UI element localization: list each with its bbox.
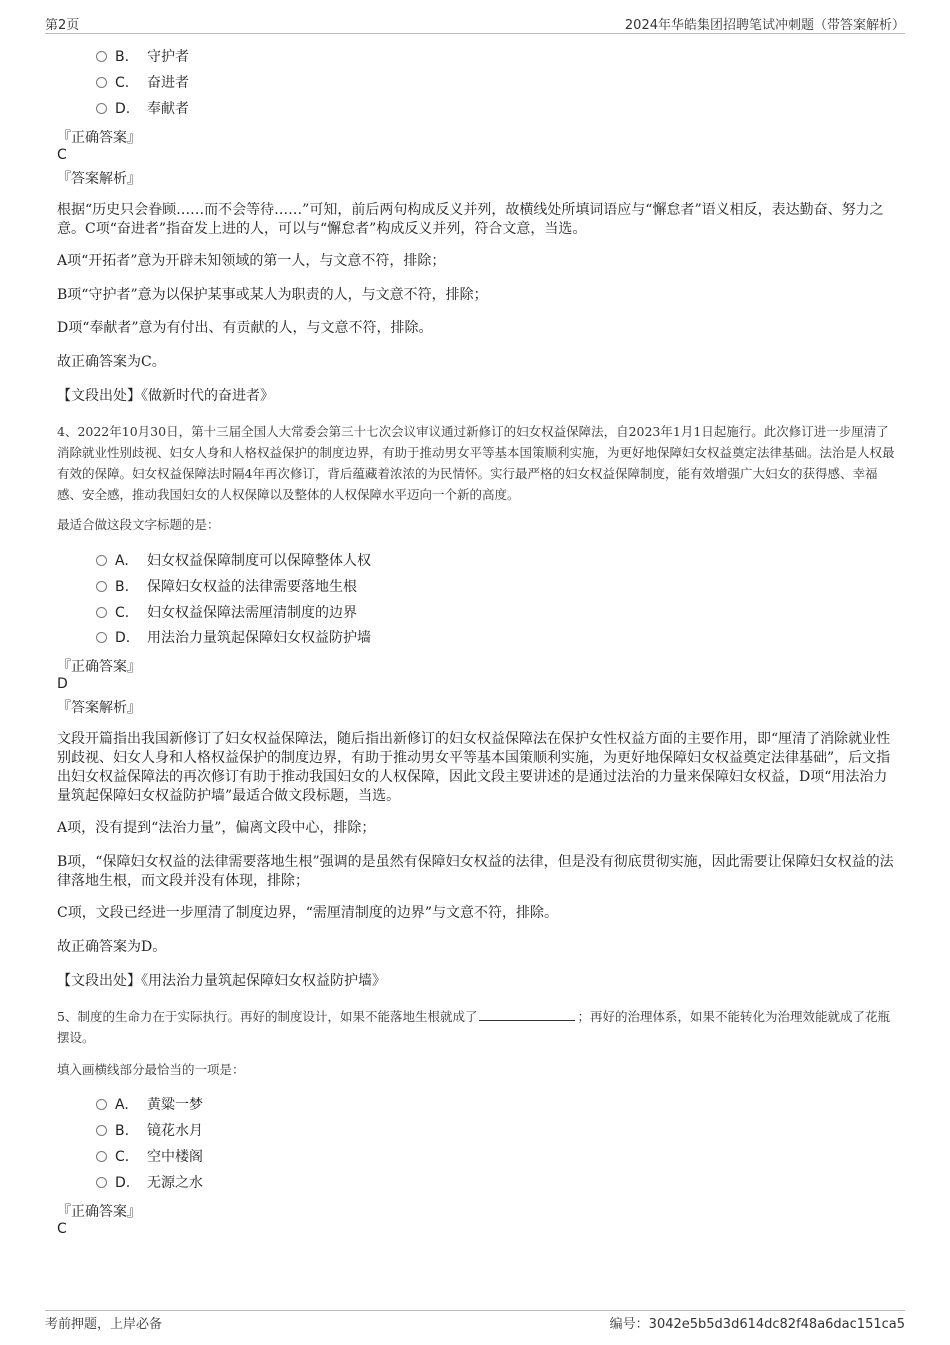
q3-answer: C [57, 147, 67, 163]
radio-icon[interactable] [96, 555, 107, 566]
q4-analysis-label: 『答案解析』 [57, 700, 141, 716]
q3-analysis-b: B项“守护者”意为以保护某事或某人为职责的人，与文意不符，排除； [57, 287, 488, 303]
q5-option-a[interactable]: A. 黄粱一梦 [96, 1095, 203, 1115]
fill-blank [479, 1008, 575, 1021]
radio-icon[interactable] [96, 1151, 107, 1162]
radio-icon[interactable] [96, 51, 107, 62]
q4-answer-label: 『正确答案』 [57, 659, 141, 675]
q5-answer: C [57, 1221, 67, 1237]
q5-option-d[interactable]: D. 无源之水 [96, 1173, 203, 1193]
q4-option-c[interactable]: C. 妇女权益保障法需厘清制度的边界 [96, 603, 357, 623]
q4-analysis-b: B项，“保障妇女权益的法律需要落地生根”强调的是虽然有保障妇女权益的法律，但是没有彻底贯彻实施，因此需要让保障妇女权益的法律落地生根，而文段并没有体现，排除； [57, 854, 894, 889]
q5-answer-label: 『正确答案』 [57, 1204, 141, 1220]
radio-icon[interactable] [96, 581, 107, 592]
q4-analysis-c: C项，文段已经进一步厘清了制度边界，“需厘清制度的边界”与文意不符，排除。 [57, 905, 559, 921]
q4-analysis-a: A项，没有提到“法治力量”，偏离文段中心，排除； [57, 820, 376, 836]
radio-icon[interactable] [96, 1125, 107, 1136]
q4-option-d[interactable]: D. 用法治力量筑起保障妇女权益防护墙 [96, 628, 371, 648]
radio-icon[interactable] [96, 1099, 107, 1110]
document-code: 编号：3042e5b5d3d614dc82f48a6dac151ca5 [609, 1317, 905, 1332]
footer-slogan: 考前押题，上岸必备 [45, 1317, 163, 1332]
q5-stem: 5、制度的生命力在于实际执行。再好的制度设计，如果不能落地生根就成了 ；再好的治理体系，如果不能转化为治理效能就成了花瓶摆设。 [57, 1009, 890, 1045]
q5-question: 填入画横线部分最恰当的一项是： [57, 1062, 245, 1077]
q3-analysis-a: A项“开拓者”意为开辟未知领域的第一人，与文意不符，排除； [57, 253, 446, 269]
q3-option-d[interactable]: D. 奉献者 [96, 99, 189, 119]
q3-analysis-label: 『答案解析』 [57, 171, 141, 187]
radio-icon[interactable] [96, 607, 107, 618]
q4-option-a[interactable]: A. 妇女权益保障制度可以保障整体人权 [96, 551, 371, 571]
page-number: 第2页 [45, 18, 80, 33]
radio-icon[interactable] [96, 1177, 107, 1188]
q4-option-b[interactable]: B. 保障妇女权益的法律需要落地生根 [96, 577, 357, 597]
page-header [45, 14, 905, 34]
q4-analysis-main: 文段开篇指出我国新修订了妇女权益保障法，随后指出新修订的妇女权益保障法在保护女性权益方面的主要作用，即“厘清了消除就业性别歧视、妇女人身和人格权益保护的制度边界，有助于推动男女平等基本国策顺利实施，为更好地保障妇女权益奠定法律基础”，后文指出妇女权益保障法的再次修订有助于推动我国妇女的人权保障，因此文段主要讲述的是通过法治的力量来保障妇女权益，D项“用法治力量筑起保障妇女权益防护墙”最适合做文段标题，当选。 [57, 731, 891, 804]
q4-question: 最适合做这段文字标题的是： [57, 517, 220, 532]
q4-answer: D [57, 676, 68, 692]
q3-option-b[interactable]: B. 守护者 [96, 47, 189, 67]
radio-icon[interactable] [96, 632, 107, 643]
q4-stem: 4、2022年10月30日，第十三届全国人大常委会第三十七次会议审议通过新修订的妇女权益保障法，自2023年1月1日起施行。此次修订进一步厘清了消除就业性别歧视、妇女人身和人格权益保护的制度边界，有助于推动男女平等基本国策顺利实施，为更好地保障妇女权益奠定法律基础。法治是人权最有效的保障。妇女权益保障法时隔4年再次修订，背后蕴藏着浓浓的为民情怀。实行最严格的妇女权益保障制度，能有效增强广大妇女的获得感、幸福感、安全感，推动我国妇女的人权保障以及整体的人权保障水平迈向一个新的高度。 [57, 424, 895, 502]
document-title: 2024年华皓集团招聘笔试冲刺题（带答案解析） [624, 18, 905, 33]
radio-icon[interactable] [96, 103, 107, 114]
q4-conclusion: 故正确答案为D。 [57, 939, 167, 955]
q5-option-c[interactable]: C. 空中楼阁 [96, 1147, 203, 1167]
q3-answer-label: 『正确答案』 [57, 130, 141, 146]
q3-option-c[interactable]: C. 奋进者 [96, 73, 189, 93]
q3-analysis-main: 根据“历史只会眷顾……而不会等待……”可知，前后两句构成反义并列，故横线处所填词语应与“懈怠者”语义相反，表达勤奋、努力之意。C项“奋进者”指奋发上进的人，可以与“懈怠者”构成反义并列，符合文意，当选。 [57, 202, 884, 237]
q3-conclusion: 故正确答案为C。 [57, 354, 166, 370]
q5-option-b[interactable]: B. 镜花水月 [96, 1121, 203, 1141]
q3-analysis-d: D项“奉献者”意为有付出、有贡献的人，与文意不符，排除。 [57, 320, 433, 336]
q4-source: 【文段出处】《用法治力量筑起保障妇女权益防护墙》 [57, 973, 386, 989]
q3-source: 【文段出处】《做新时代的奋进者》 [57, 388, 274, 404]
footer-divider [45, 1310, 905, 1311]
radio-icon[interactable] [96, 77, 107, 88]
header-divider [45, 33, 905, 34]
